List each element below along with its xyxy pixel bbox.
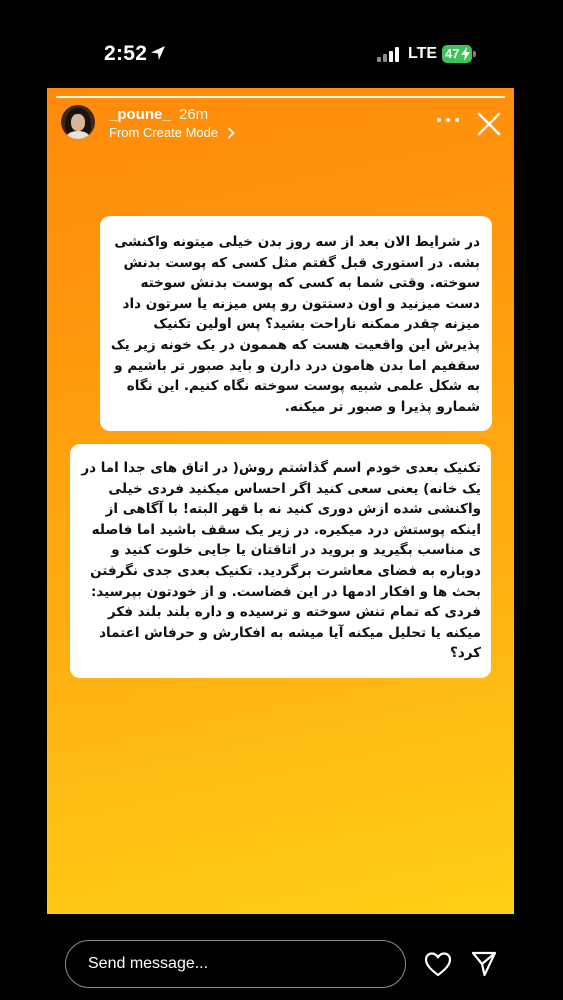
send-message-input[interactable] xyxy=(65,940,406,988)
close-icon[interactable] xyxy=(477,112,501,136)
network-type: LTE xyxy=(408,45,438,62)
battery-cap xyxy=(473,51,476,57)
bottom-bar xyxy=(0,914,563,1000)
battery-level: 47 xyxy=(445,46,460,61)
status-time: 2:52 xyxy=(104,42,148,65)
create-mode-link[interactable]: From Create Mode xyxy=(109,125,219,140)
story-text-block-2 xyxy=(70,444,491,678)
location-arrow-icon xyxy=(150,45,166,61)
chevron-right-icon xyxy=(226,127,236,139)
avatar[interactable] xyxy=(61,105,95,139)
heart-icon[interactable] xyxy=(424,951,452,977)
cellular-signal-icon xyxy=(377,46,401,62)
more-options-icon[interactable] xyxy=(437,116,459,124)
story-header xyxy=(47,88,514,148)
story-time-ago: 26m xyxy=(179,106,209,123)
story-viewer[interactable] xyxy=(47,88,514,914)
send-icon[interactable] xyxy=(470,950,498,978)
status-bar xyxy=(0,0,563,86)
charging-bolt-icon xyxy=(461,47,470,61)
username[interactable]: _poune_ xyxy=(109,106,171,123)
story-text-2: تکنیک بعدی خودم اسم گذاشتم روش( در اتاق های جدا اما در یک خانه) یعنی سعی کنید اگر احساس میکنید فردی خیلی واکنشی شده ازش دوری کنید نه با قهر البته! با آگاهی از اینکه پوستش درد میکیره. در زیر یک سقف باشید اما فاصله ی مناسب بگیرید و بروید در اتاقتان یا جایی خلوت کنید و دوباره به فضای معاشرت برگردید. تکنیک بعدی جدی نگرفتن بحث ها و افکار ادمها در این فضاست. و از خودتون بپرسید: فردی که تمام تنش سوخته و ترسیده و داره بلند بلند فکر میکنه یا تحلیل میکنه آیا میشه به افکارش و حرفاش اعتماد کرد؟ xyxy=(81,460,481,662)
story-text-1: در شرایط الان بعد از سه روز بدن خیلی میتونه واکنشی بشه. در استوری قبل گفتم مثل کسی که پوست بدنش سوخته. وقتی شما به کسی که پوست بدنش سوخته دست میزنید و اون دستتون رو پس میزنه یا سرتون داد میزنه چقدر ممکنه ناراحت بشید؟ پس اولین تکنیک پذیرش این واقعیت هست که هممون در یک خونه زیر یک سقفیم اما بدن هامون درد دارن و باید صبور تر باشیم و به شکل علمی شبیه پوست سوخته نگاه کنیم. این نگاه شمارو پذیرا و صبور تر میکنه. xyxy=(110,234,480,415)
battery-indicator xyxy=(442,45,472,63)
story-text-block-1 xyxy=(100,216,492,431)
